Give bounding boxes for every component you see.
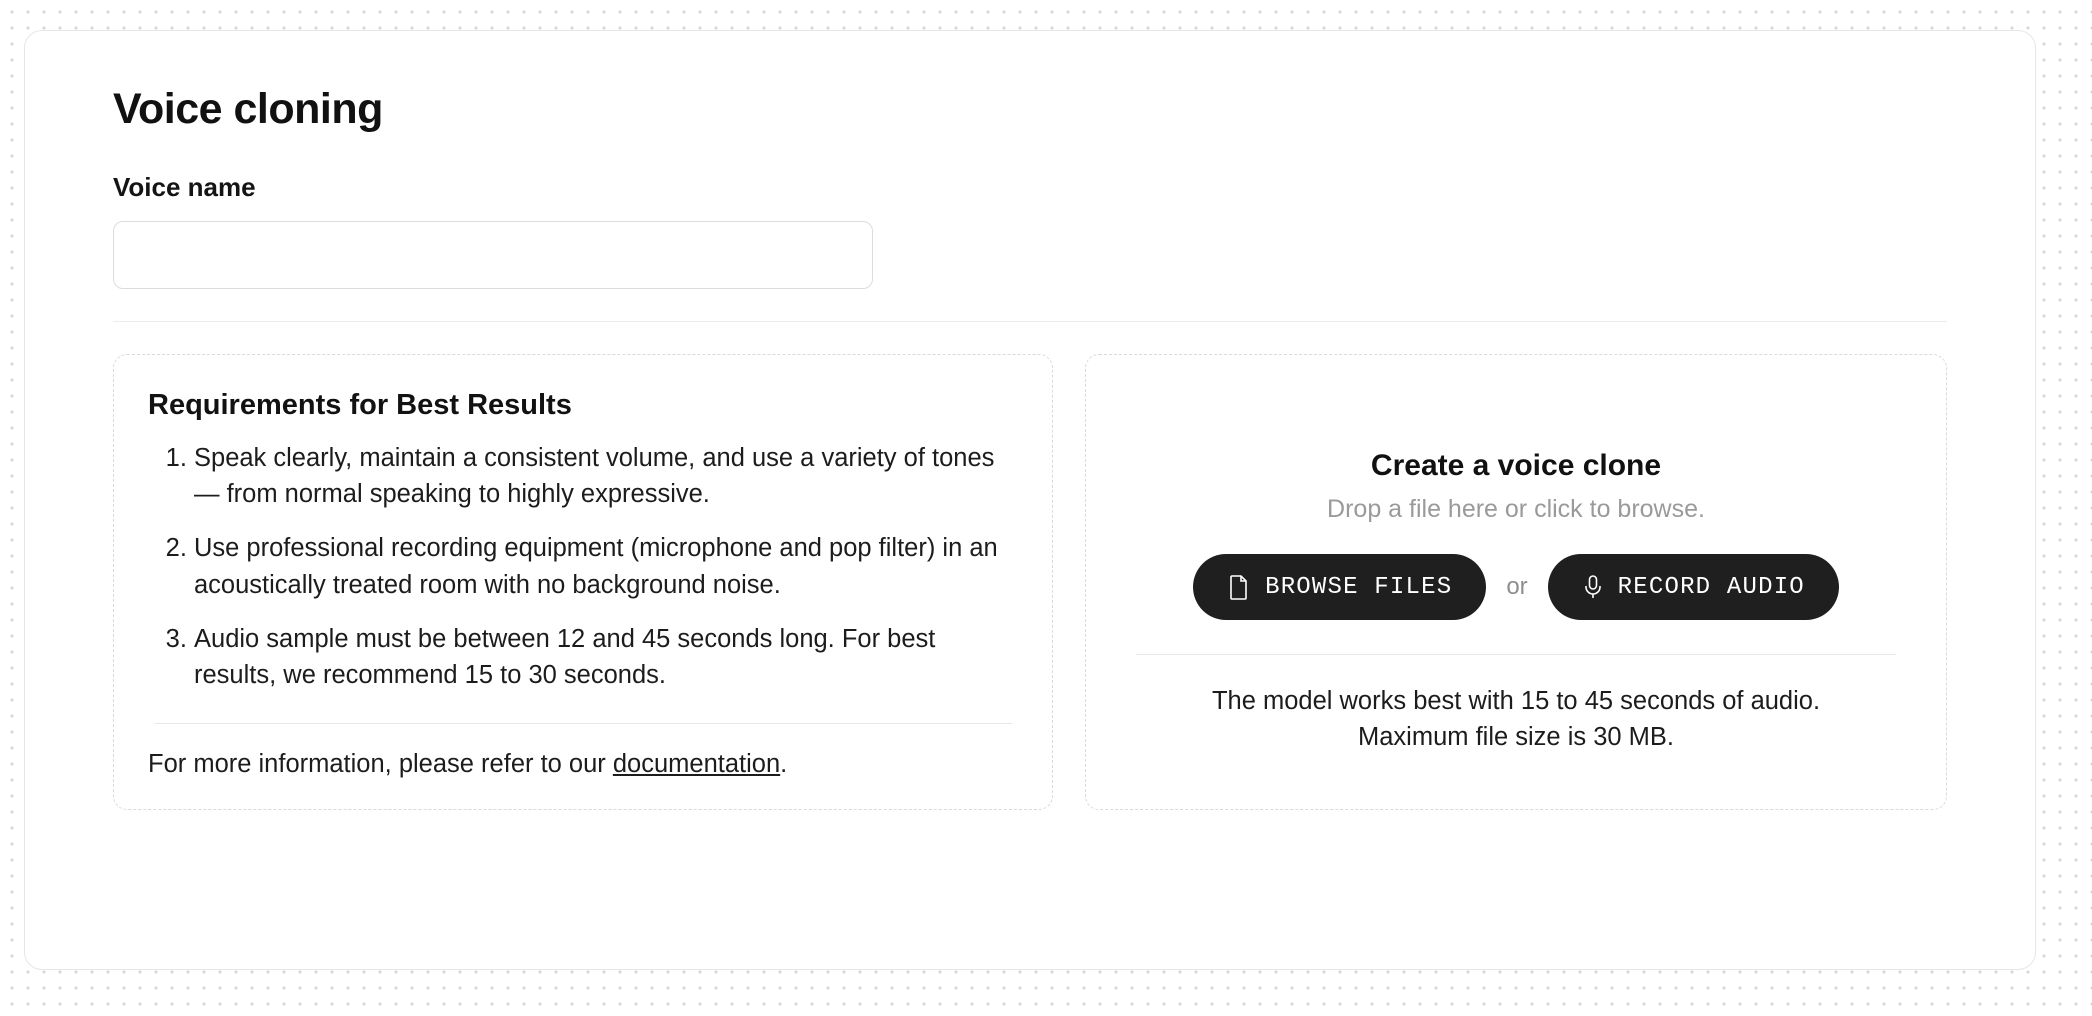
microphone-icon <box>1582 574 1604 600</box>
section-divider <box>113 321 1947 322</box>
or-label: or <box>1506 573 1528 600</box>
requirements-divider <box>154 723 1012 724</box>
browse-files-button[interactable] <box>1193 554 1486 620</box>
dropzone-subtitle: Drop a file here or click to browse. <box>1327 495 1705 523</box>
voice-cloning-panel <box>24 30 2036 970</box>
requirements-footer-suffix: . <box>780 750 788 779</box>
page-title: Voice cloning <box>113 85 383 133</box>
file-icon <box>1227 574 1251 600</box>
requirements-footer <box>148 750 1018 779</box>
upload-dropzone[interactable] <box>1085 354 1947 810</box>
list-item: 1. Speak clearly, maintain a consistent volume, and use a variety of tones — from normal speaking to highly expressive. <box>194 440 1018 512</box>
requirements-card <box>113 354 1053 810</box>
dropzone-title: Create a voice clone <box>1370 449 1662 482</box>
dropzone-actions <box>1193 554 1839 620</box>
list-item: 2. Use professional recording equipment (microphone and pop filter) in an acoustically treated room with no background noise. <box>194 530 1018 602</box>
content-columns <box>113 354 1947 810</box>
requirements-list <box>148 440 1018 693</box>
dropzone-divider <box>1136 654 1896 655</box>
record-audio-button[interactable] <box>1548 554 1839 620</box>
voice-name-input[interactable] <box>113 221 873 289</box>
requirements-footer-prefix: For more information, please refer to our <box>148 750 613 779</box>
record-audio-label: RECORD AUDIO <box>1617 573 1805 601</box>
requirements-title: Requirements for Best Results <box>148 389 572 421</box>
voice-name-label: Voice name <box>113 172 256 202</box>
browse-files-label: BROWSE FILES <box>1265 573 1453 601</box>
dropzone-note: The model works best with 15 to 45 seconds of audio. Maximum file size is 30 MB. <box>1211 687 1821 752</box>
list-item: 3. Audio sample must be between 12 and 45 seconds long. For best results, we recommend 15 to 30 seconds. <box>194 621 1018 693</box>
documentation-link[interactable]: documentation <box>612 750 781 779</box>
